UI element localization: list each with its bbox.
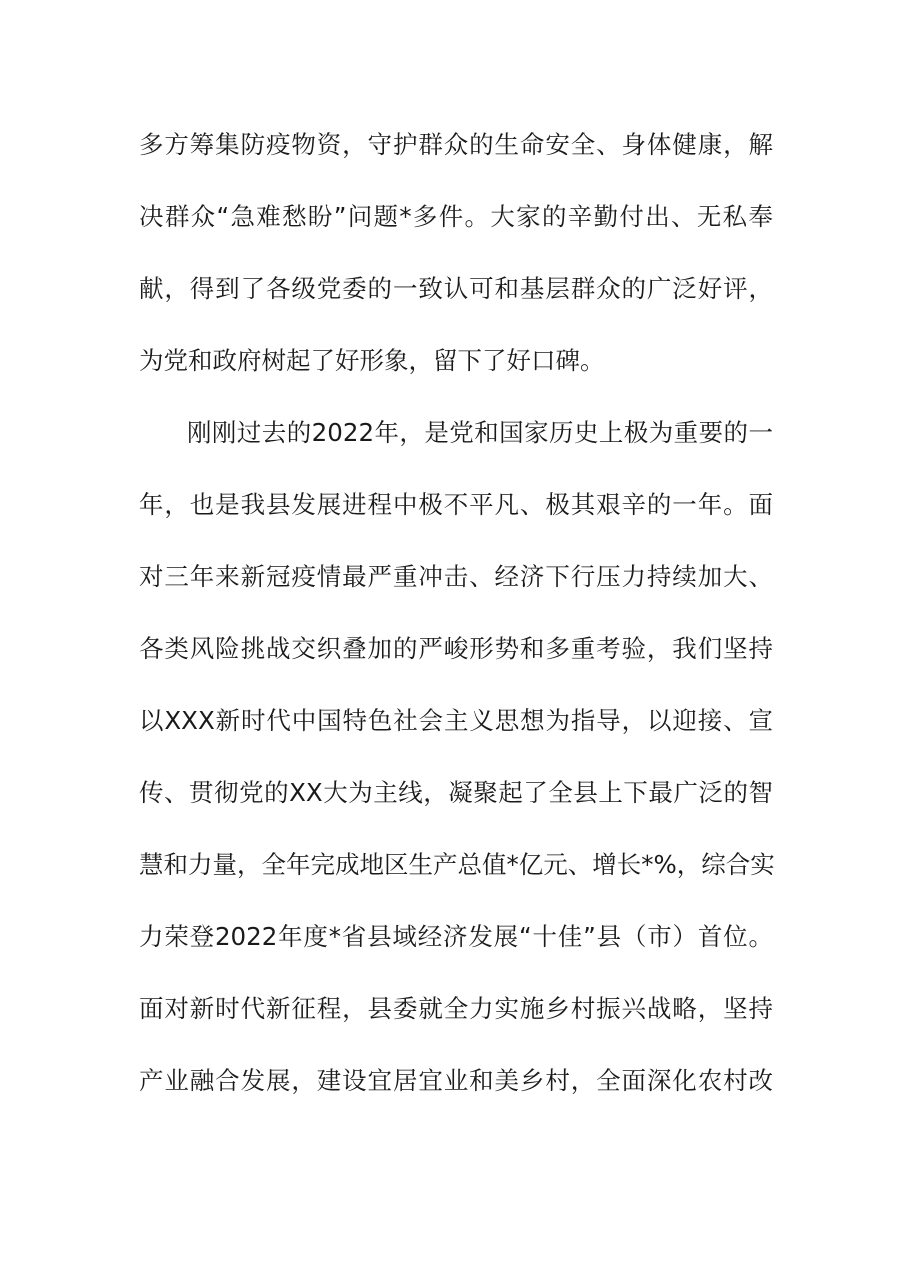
paragraph-2-line-10: 产业融合发展，建设宜居宜业和美乡村，全面深化农村改 [139,1066,773,1095]
paragraph-2-line-6: 传、贯彻党的XX大为主线，凝聚起了全县上下最广泛的智 [139,778,773,807]
text-line-4: 为党和政府树起了好形象，留下了好口碑。 [139,346,605,375]
paragraph-2-line-2: 年，也是我县发展进程中极不平凡、极其艰辛的一年。面 [139,490,773,519]
paragraph-2-line-3: 对三年来新冠疫情最严重冲击、经济下行压力持续加大、 [139,562,773,591]
paragraph-2-line-5: 以XXX新时代中国特色社会主义思想为指导，以迎接、宣 [139,706,773,735]
paragraph-2-line-4: 各类风险挑战交织叠加的严峻形势和多重考验，我们坚持 [139,634,773,663]
text-line-3: 献，得到了各级党委的一致认可和基层群众的广泛好评， [139,274,773,303]
paragraph-2-line-7: 慧和力量，全年完成地区生产总值*亿元、增长*%，综合实 [139,850,775,879]
text-line-2: 决群众“急难愁盼”问题*多件。大家的辛勤付出、无私奉 [139,202,773,231]
paragraph-2-line-1: 刚刚过去的2022年，是党和国家历史上极为重要的一 [187,418,773,447]
paragraph-2-line-9: 面对新时代新征程，县委就全力实施乡村振兴战略，坚持 [139,994,773,1023]
text-line-1: 多方筹集防疫物资，守护群众的生命安全、身体健康，解 [139,130,773,159]
paragraph-2-line-8: 力荣登2022年度*省县域经济发展“十佳”县（市）首位。 [139,922,773,951]
